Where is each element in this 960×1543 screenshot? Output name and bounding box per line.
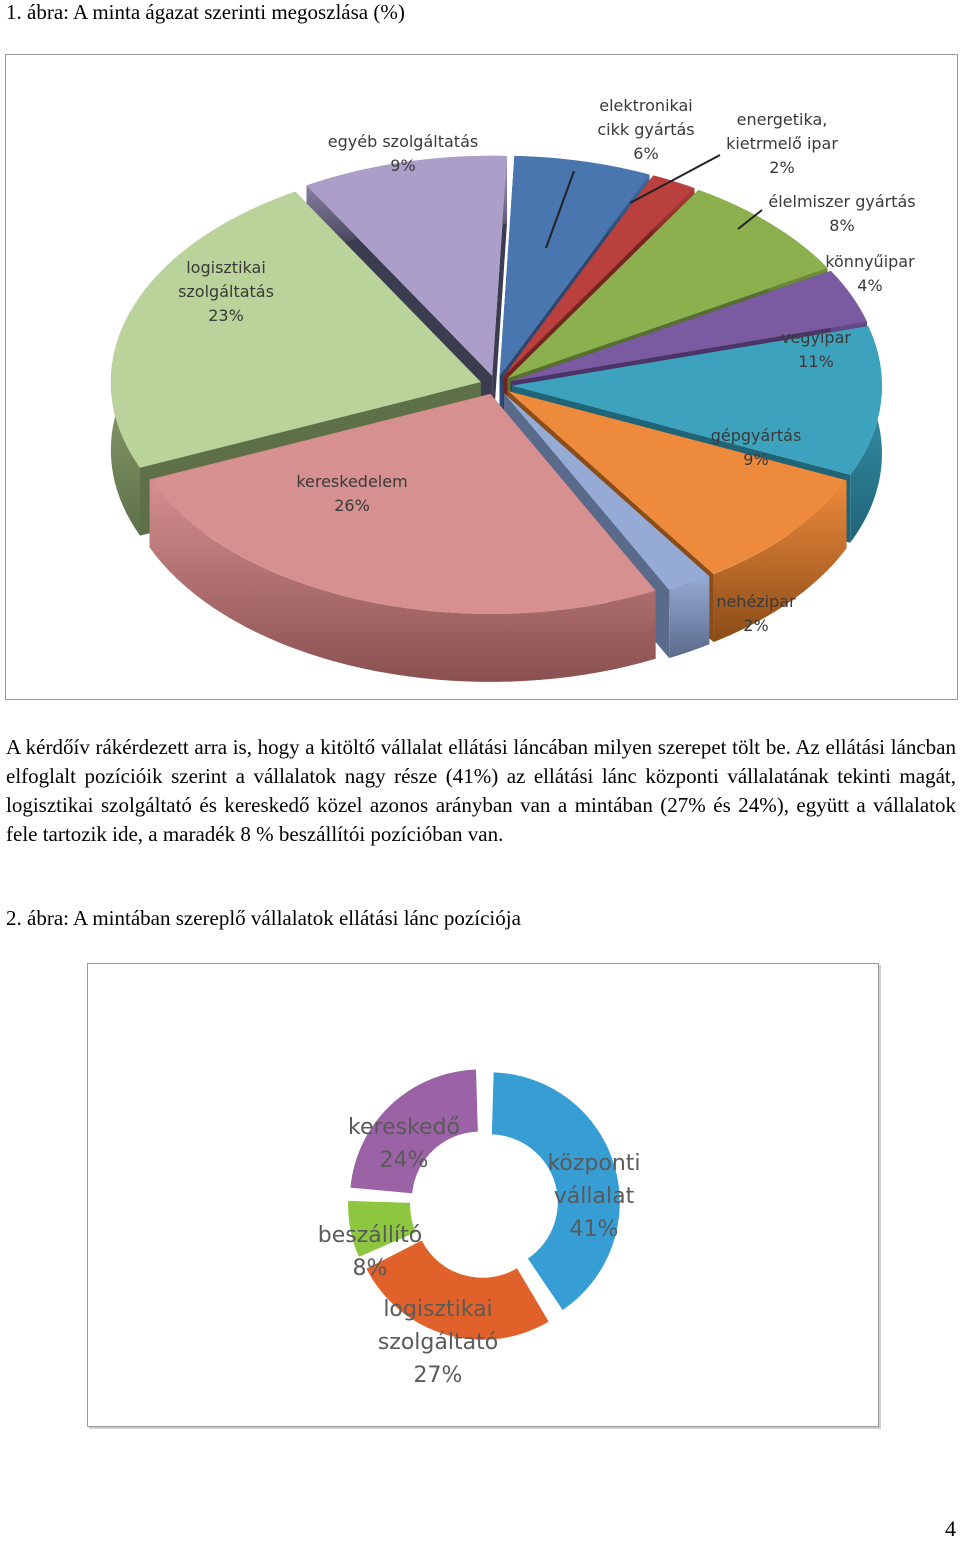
pie-label-elektronikai-cikk-gyartas-line: elektronikai <box>599 96 693 115</box>
pie-label-logisztikai-szolgaltatas-line: logisztikai <box>186 258 266 277</box>
sector-pie-chart <box>6 55 959 701</box>
doughnut-label-logisztikai-szolgaltato-line: 27% <box>413 1363 463 1388</box>
body-paragraph: A kérdőív rákérdezett arra is, hogy a kitöltő vállalat ellátási láncában milyen szerepet tölt be. Az ellátási láncban elfoglalt pozícióik szerint a vállalatok nagy része (41%) az ellátási lánc központi vállalatának tekinti magát, logisztikai szolgáltató és kereskedő közel azonos arányban van a mintában (27% és 24%), együtt a vállalatok fele tartozik ide, a maradék 8 % beszállítói pozícióban van. <box>6 735 956 846</box>
pie-label-nehezipar-line: nehézipar <box>716 592 796 611</box>
pie-label-elelmiszer-gyartas-line: élelmiszer gyártás <box>768 192 916 211</box>
doughnut-label-kereskedo-line: kereskedő <box>348 1115 460 1140</box>
pie-label-konnyuipar-line: könnyűipar <box>825 252 915 271</box>
pie-label-logisztikai-szolgaltatas-line: szolgáltatás <box>178 282 274 301</box>
doughnut-label-kereskedo-line: 24% <box>379 1148 429 1173</box>
pie-label-elektronikai-cikk-gyartas-line: 6% <box>633 144 659 163</box>
pie-label-egyeb-szolgaltatas-line: 9% <box>390 156 416 175</box>
pie-label-energetika-kietrmelo-ipar-line: energetika, <box>736 110 828 129</box>
pie-label-vegyipar-line: vegyipar <box>781 328 851 347</box>
pie-label-vegyipar-line: 11% <box>798 352 834 371</box>
pie-label-elelmiszer-gyartas <box>768 192 915 235</box>
doughnut-label-beszallito-line: 8% <box>352 1256 388 1281</box>
pie-label-kereskedelem-line: kereskedelem <box>296 472 408 491</box>
doughnut-label-logisztikai-szolgaltato <box>378 1297 498 1388</box>
page-number: 4 <box>945 1516 956 1541</box>
pie-label-elektronikai-cikk-gyartas <box>597 96 694 163</box>
pie-chart-frame <box>5 54 958 700</box>
pie-label-logisztikai-szolgaltatas-line: 23% <box>208 306 244 325</box>
figure-2-caption: 2. ábra: A mintában szereplő vállalatok ellátási lánc pozíciója <box>6 906 521 930</box>
pie-label-elelmiszer-gyartas-line: 8% <box>829 216 855 235</box>
doughnut-label-logisztikai-szolgaltato-line: logisztikai <box>383 1297 493 1322</box>
doughnut-label-beszallito-line: beszállító <box>317 1223 423 1248</box>
doughnut-label-kozponti-vallalat-line: 41% <box>569 1217 619 1242</box>
pie-label-konnyuipar-line: 4% <box>857 276 883 295</box>
pie-label-energetika-kietrmelo-ipar-line: kietrmelő ipar <box>726 134 838 153</box>
supply-chain-doughnut-chart <box>88 964 880 1428</box>
pie-label-nehezipar-line: 2% <box>743 616 769 635</box>
pie-label-energetika-kietrmelo-ipar <box>726 110 838 177</box>
doughnut-label-kozponti-vallalat-line: vállalat <box>553 1184 635 1209</box>
doughnut-label-kozponti-vallalat-line: központi <box>547 1151 641 1176</box>
doughnut-chart-frame <box>87 963 879 1427</box>
pie-label-gepgyartas-line: 9% <box>743 450 769 469</box>
doughnut-label-logisztikai-szolgaltato-line: szolgáltató <box>377 1330 499 1355</box>
pie-label-egyeb-szolgaltatas-line: egyéb szolgáltatás <box>327 132 479 151</box>
doughnut-slice-logisztikai-szolgaltato <box>366 1241 548 1340</box>
pie-label-energetika-kietrmelo-ipar-line: 2% <box>769 158 795 177</box>
figure-1-caption: 1. ábra: A minta ágazat szerinti megoszlása (%) <box>6 0 405 24</box>
pie-slice-nehezipar-outer-wall <box>669 576 709 658</box>
pie-label-kereskedelem-line: 26% <box>334 496 370 515</box>
pie-label-elektronikai-cikk-gyartas-line: cikk gyártás <box>597 120 695 139</box>
pie-label-gepgyartas-line: gépgyártás <box>710 426 802 445</box>
